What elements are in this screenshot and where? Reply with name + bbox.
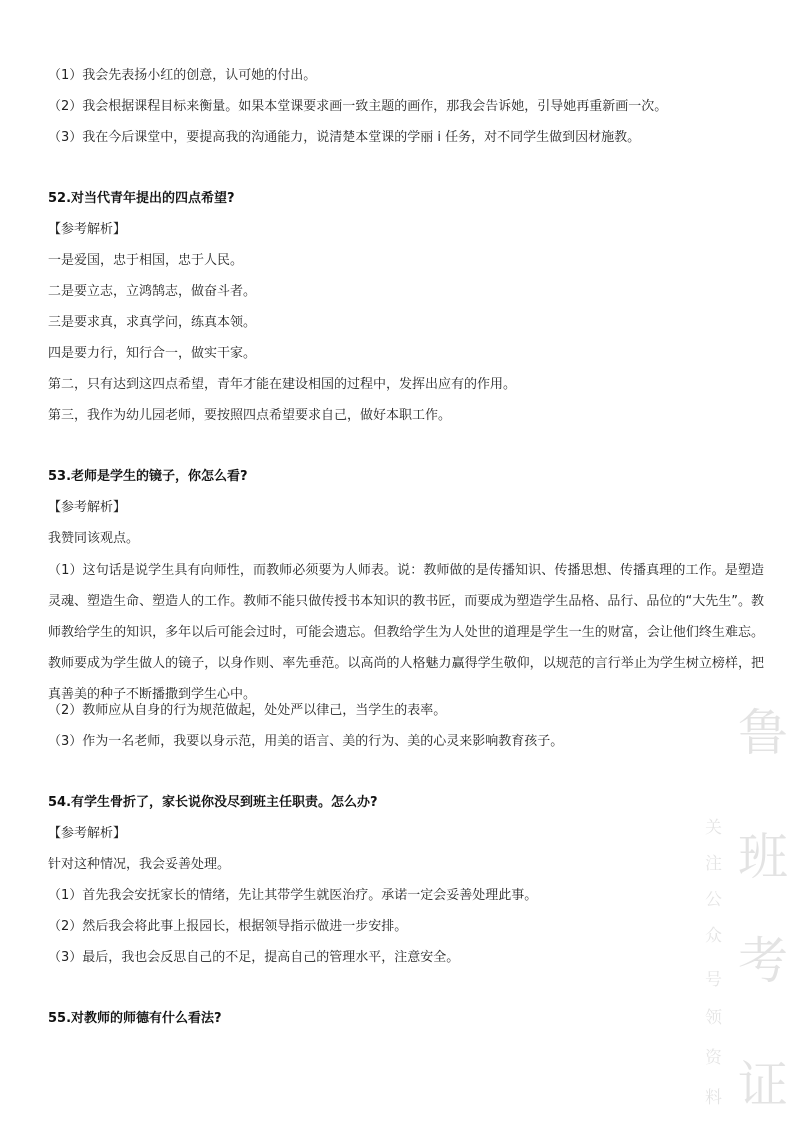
- question-53-item-2: （2）教师应从自身的行为规范做起，处处严以律己，当学生的表率。: [48, 703, 447, 718]
- watermark-char: 关: [705, 818, 722, 838]
- watermark-char: 鲁: [738, 704, 788, 762]
- watermark-char: 班: [738, 828, 788, 886]
- question-54-line: 针对这种情况，我会妥善处理。: [48, 857, 231, 872]
- watermark-char: 注: [705, 854, 722, 874]
- question-52-title: 52.对当代青年提出的四点希望?: [48, 191, 235, 206]
- watermark-char: 证: [738, 1056, 788, 1114]
- question-52-line: 一是爱国，忠于相国，忠于人民。: [48, 253, 244, 268]
- answer-item-3: （3）我在今后课堂中，要提高我的沟通能力，说清楚本堂课的学丽 i 任务，对不同学生做到因材施教。: [48, 130, 641, 145]
- answer-item-1: （1）我会先表扬小红的创意，认可她的付出。: [48, 68, 317, 83]
- watermark-char: 号: [705, 970, 722, 990]
- question-54-line: （3）最后，我也会反思自己的不足，提高自己的管理水平，注意安全。: [48, 950, 460, 965]
- question-53-tag: 【参考解析】: [48, 500, 127, 515]
- question-54-line: （1）首先我会安抚家长的情绪，先让其带学生就医治疗。承诺一定会妥善处理此事。: [48, 888, 538, 903]
- question-52-line: 三是要求真，求真学问，练真本领。: [48, 315, 257, 330]
- question-54-title: 54.有学生骨折了，家长说你没尽到班主任职责。怎么办?: [48, 795, 378, 810]
- question-53-paragraph: （1）这句话是说学生具有向师性，而教师必须要为人师表。说：教师做的是传播知识、传播思想、传播真理的工作。是塑造灵魂、塑造生命、塑造人的工作。教师不能只做传授书本知识的教书匠，而要成为塑造学生品格、品行、品位的“大先生”。教师教给学生的知识，多年以后可能会过时，可能会遗忘。但教给学生为人处世的道理是学生一生的财富，会让他们终生难忘。教师要成为学生做人的镜子，以身作则、率先垂范。以高尚的人格魅力赢得学生敬仰，以规范的言行举止为学生树立榜样，把真善美的种子不断播撒到学生心中。: [48, 563, 764, 702]
- question-53-intro: 我赞同该观点。: [48, 531, 140, 546]
- question-55-title: 55.对教师的师德有什么看法?: [48, 1011, 222, 1026]
- question-54-line: （2）然后我会将此事上报园长，根据领导指示做进一步安排。: [48, 919, 408, 934]
- question-52-line: 第三，我作为幼儿园老师，要按照四点希望要求自己，做好本职工作。: [48, 408, 452, 423]
- watermark-char: 资: [705, 1048, 722, 1068]
- watermark-char: 考: [738, 932, 788, 990]
- watermark-char: 众: [705, 926, 722, 946]
- question-52-line: 第二，只有达到这四点希望，青年才能在建设相国的过程中，发挥出应有的作用。: [48, 377, 517, 392]
- question-53-title: 53.老师是学生的镜子，你怎么看?: [48, 469, 248, 484]
- question-54-tag: 【参考解析】: [48, 826, 127, 841]
- watermark-char: 领: [705, 1008, 722, 1028]
- watermark-char: 料: [705, 1088, 722, 1108]
- question-53-item-3: （3）作为一名老师，我要以身示范，用美的语言、美的行为、美的心灵来影响教育孩子。: [48, 734, 564, 749]
- answer-item-2: （2）我会根据课程目标来衡量。如果本堂课要求画一致主题的画作，那我会告诉她，引导她再重新画一次。: [48, 99, 668, 114]
- watermark-char: 公: [705, 890, 722, 910]
- question-52-line: 二是要立志，立鸿鹄志，做奋斗者。: [48, 284, 257, 299]
- question-52-line: 四是要力行，知行合一，做实干家。: [48, 346, 257, 361]
- question-52-tag: 【参考解析】: [48, 222, 127, 237]
